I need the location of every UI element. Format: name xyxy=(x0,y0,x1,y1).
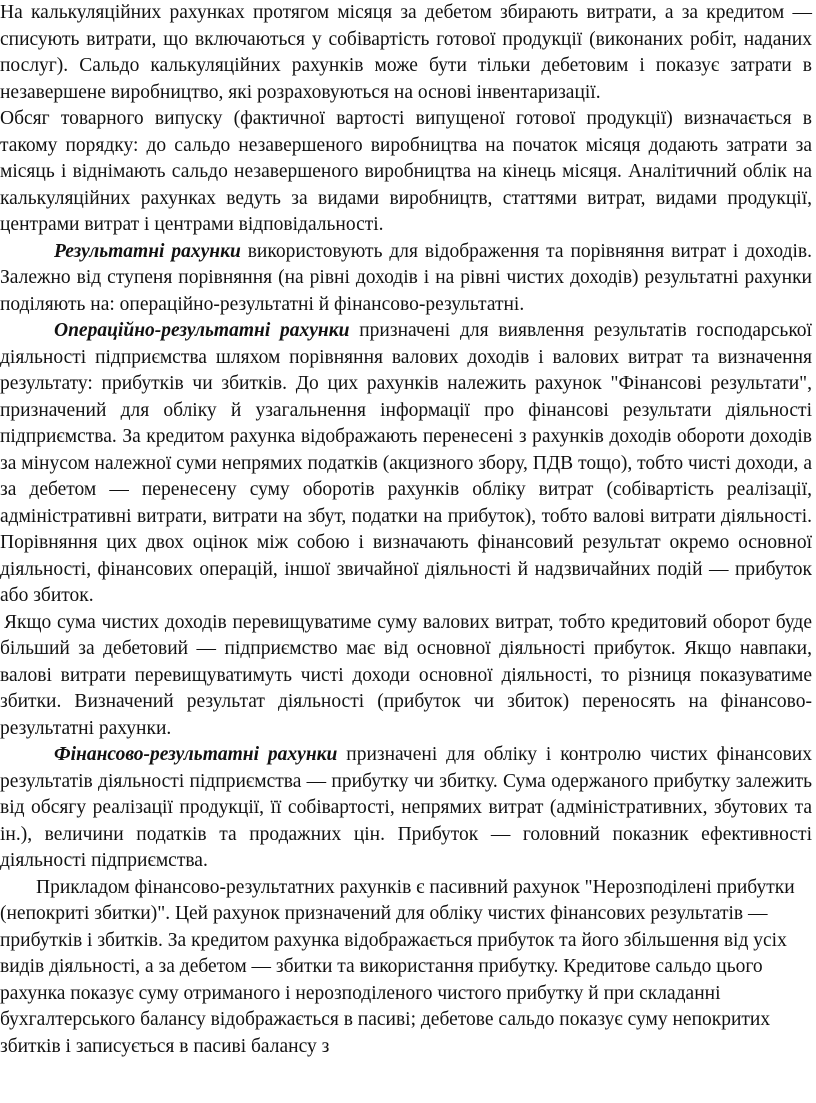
paragraph-output-volume: Обсяг товарного випуску (фактичної вартості випущеної готової продукції) визначається в такому порядку: до сальдо незавершеного виробництва на початок місяця додають затрати за місяць і віднімають сальдо незавершеного виробництва на кінець місяця. Аналітичний облік на калькуляційних рахунках ведуть за видами виробництв, статтями витрат, видами продукції, центрами витрат і центрами відповідальності. xyxy=(0,108,812,235)
paragraph-calculation-accounts: На калькуляційних рахунках протягом місяця за дебетом збирають витрати, а за кредитом — списують витрати, що включаються у собівартість готової продукції (виконаних робіт, наданих послуг). Сальдо калькуляційних рахунків може бути тільки дебетовим і показує затрати в незавершене виробництво, які розраховуються на основі інвентаризації. xyxy=(0,2,812,103)
paragraph-result-accounts-text: використовують для відображення та порівняння витрат і доходів. Залежно від ступеня порівняння (на рівні доходів і на рівні чистих доходів) результатні рахунки поділяють на: операційно-результатні й фінансово-результатні. xyxy=(0,240,812,315)
term-operating-result-accounts: Операційно-результатні рахунки xyxy=(54,320,350,341)
paragraph-operating-result-accounts xyxy=(0,318,812,610)
paragraph-result-accounts xyxy=(0,239,812,319)
paragraph-retained-earnings-example: Прикладом фінансово-результатних рахунків є пасивний рахунок "Нерозподілені прибутки (непокриті збитки)". Цей рахунок призначений для обліку чистих фінансових результатів — прибутків і збитків. За кредитом рахунка відображається прибуток та його збільшення від усіх видів діяльності, а за дебетом — збитки та використання прибутку. Кредитове сальдо цього рахунка показує суму отриманого і нерозподіленого чистого прибутку й при складанні бухгалтерського балансу відображається в пасиві; дебетове сальдо показує суму непокритих збитків і записується в пасиві балансу з xyxy=(0,876,795,1057)
term-result-accounts: Результатні рахунки xyxy=(54,240,241,262)
paragraph-net-income-comparison: Якщо сума чистих доходів перевищуватиме суму валових витрат, тобто кредитовий оборот буде більший за дебетовий — підприємство має від основної діяльності прибуток. Якщо навпаки, валові витрати перевищуватимуть чисті доходи основної діяльності, то різниця показуватиме збитки. Визначений результат діяльності (прибуток чи збиток) переносять на фінансово-результатні рахунки. xyxy=(0,611,812,739)
paragraph-operating-result-accounts-text: призначені для виявлення результатів господарської діяльності підприємства шляхом порівняння валових доходів і валових витрат та визначення результату: прибутків чи збитків. До цих рахунків належить рахунок "Фінансові результати", призначений для обліку й узагальнення інформації про фінансові результати діяльності підприємства. За кредитом рахунка відображають перенесені з рахунків доходів обороти доходів за мінусом належної суми непрямих податків (акцизного збору, ПДВ тощо), тобто чисті доходи, а за дебетом — перенесену суму оборотів рахунків обліку витрат (собівартість реалізації, адміністративні витрати, витрати на збут, податки на прибуток), тобто валові витрати діяльності. Порівняння цих двох оцінок між собою і визначають фінансовий результат окремо основної діяльності, фінансових операцій, іншої звичайної діяльності й надзвичайних подій — прибуток або збиток. xyxy=(0,320,812,606)
paragraph-financial-result-accounts-text: призначені для обліку і контролю чистих фінансових результатів діяльності підприємства — прибутку чи збитку. Сума одержаного прибутку залежить від обсягу реалізації продукції, її собівартості, непрямих витрат (адміністративних, збутових та ін.), величини податків та продажних цін. Прибуток — головний показник ефективності діяльності підприємства. xyxy=(0,744,812,871)
paragraph-financial-result-accounts xyxy=(0,742,812,875)
term-financial-result-accounts: Фінансово-результатні рахунки xyxy=(54,744,338,765)
